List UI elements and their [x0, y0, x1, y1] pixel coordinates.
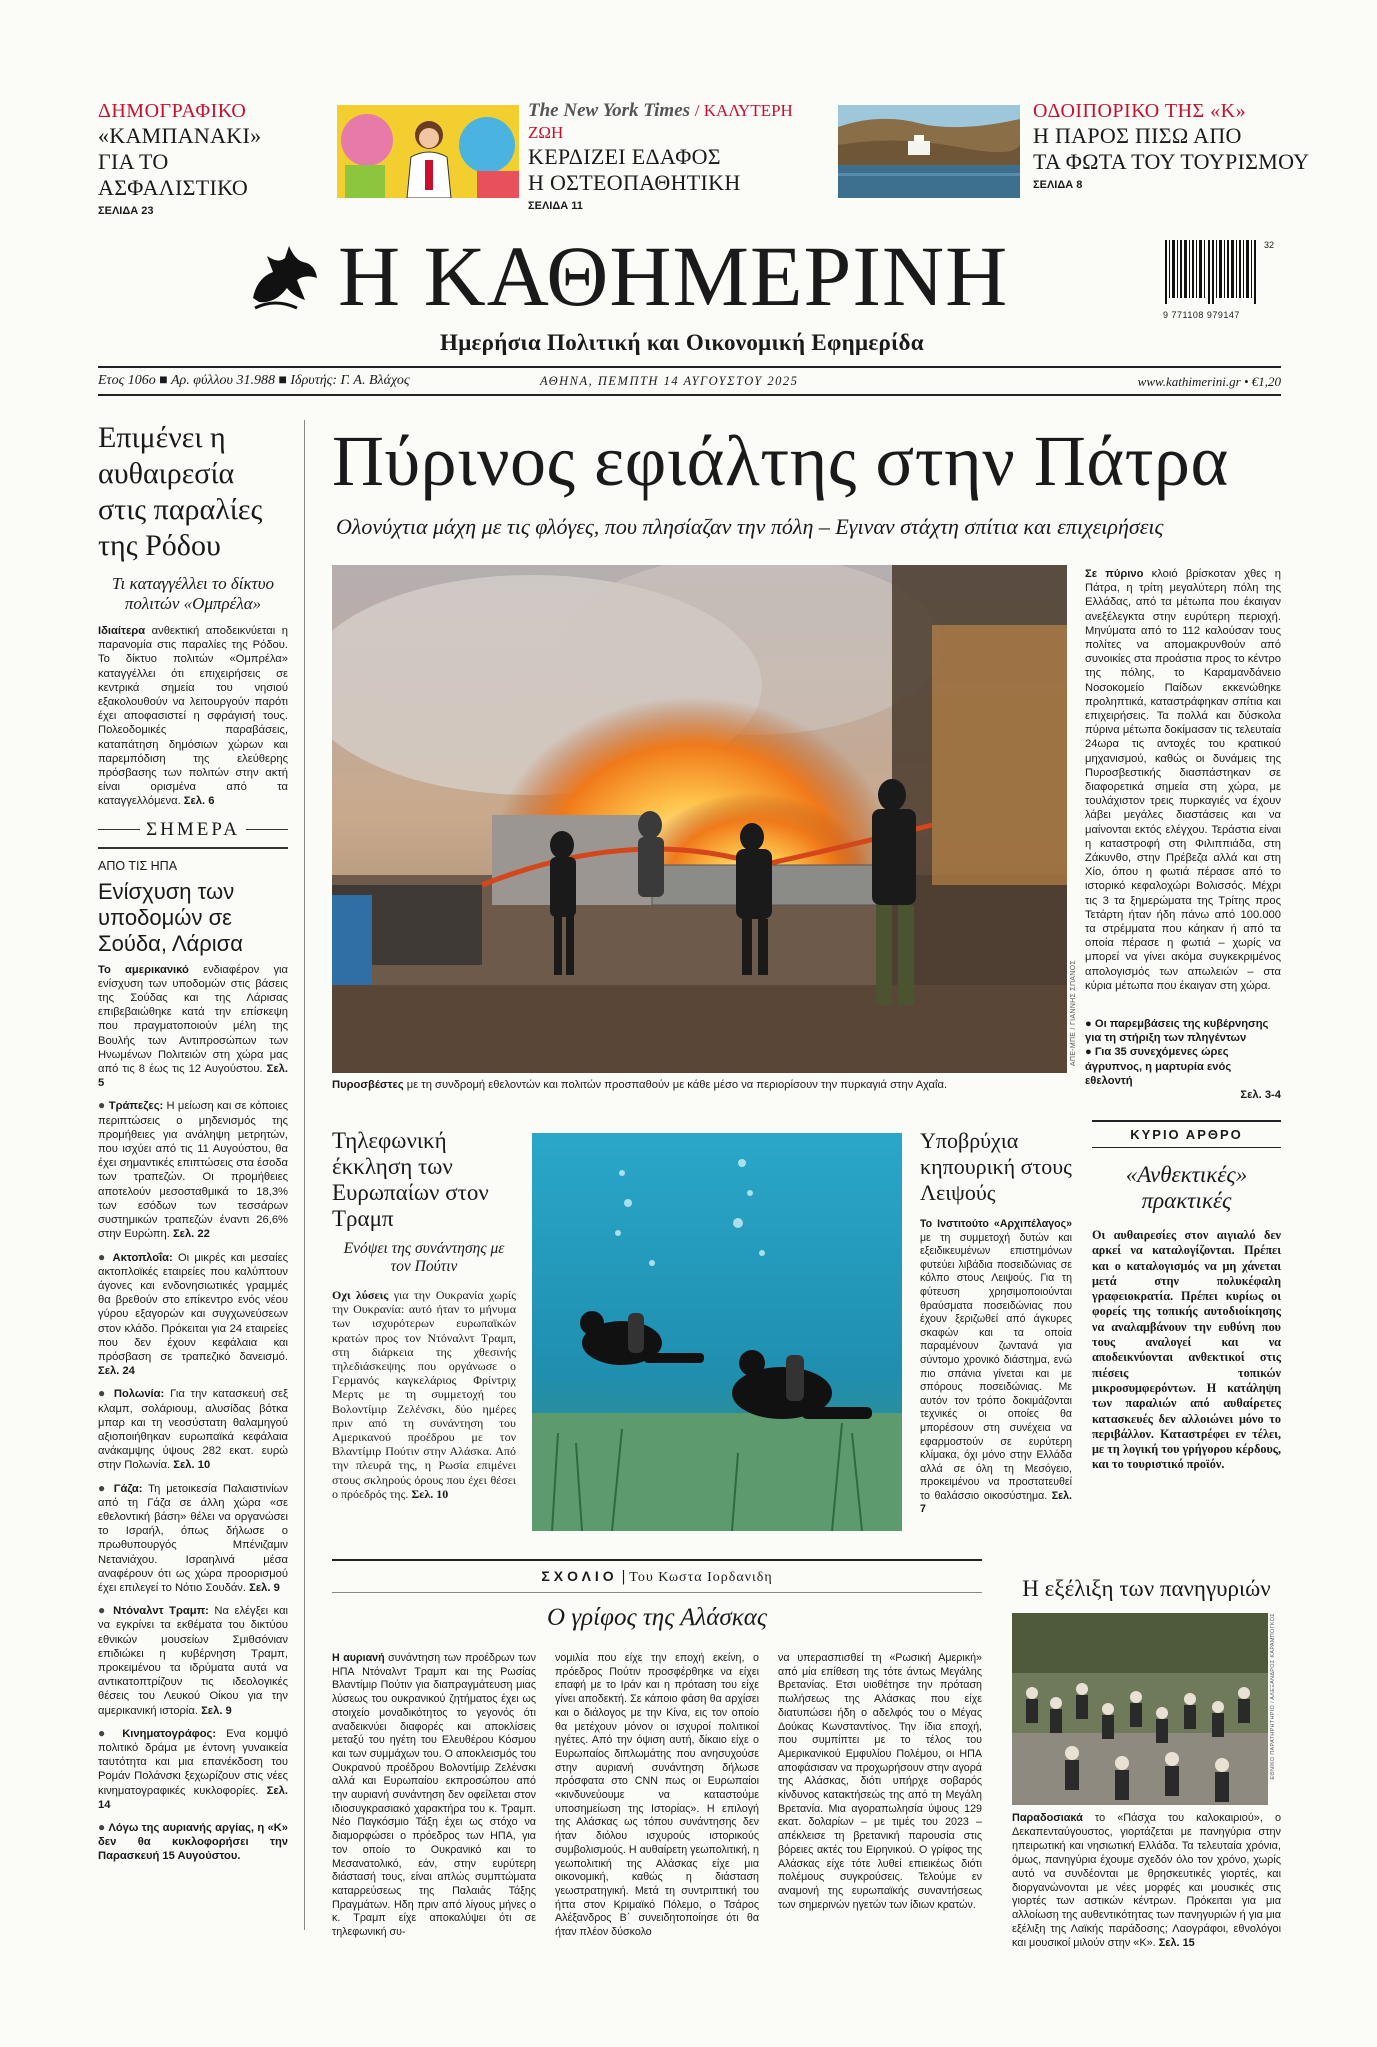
editorial-label: ΚΥΡΙΟ ΑΡΘΡΟ — [1092, 1122, 1281, 1148]
brief-text: Ενα κομψό πολιτικό δράμα με έντονη γυναικεία ταυτότητα και μια επανέκδοση του Ρομάν Πολάνσκι ξεχωρίζουν στις νέες κινηματογραφικές κυκλοφορίες. — [98, 1727, 288, 1797]
festival-body — [1012, 1812, 1281, 1951]
bullet-icon: ● — [1085, 1018, 1095, 1030]
festival-page-ref[interactable]: Σελ. 15 — [1158, 1937, 1195, 1950]
usa-headline[interactable]: Ενίσχυση των υποδομών σε Σούδα, Λάρισα — [98, 878, 243, 956]
trump-headline[interactable]: Τηλεφωνική έκκληση των Ευρωπαίων στον Τραμπ — [332, 1128, 489, 1231]
editorial-title[interactable]: «Ανθεκτικές» πρακτικές — [1125, 1162, 1248, 1213]
scholio-rule-top — [332, 1559, 982, 1561]
rhodes-body — [98, 624, 288, 809]
scholio-col-2 — [555, 1652, 759, 1940]
brief-text: Η μείωση και σε κόποιες περιπτώσεις ο μηδενισμός της προμήθειες για ανάληψη μετρητών, που ισχύει από τις 11 Αυγούστου, θα έχει σημαντικές επιπτώσεις στα έσοδα των τραπεζών. Οι προμήθειες αποτελούν μεσοσταθμικά το 18,3% των εσόδων των τεσσάρων συστημικών τραπεζών έναντι 26,6% στην Ευρώπη. — [98, 1100, 289, 1241]
left-column — [98, 420, 288, 1864]
bullet-icon: ● — [98, 1098, 106, 1113]
teaser-kicker — [528, 100, 818, 144]
griffin-icon — [245, 238, 321, 314]
simera-divider — [98, 819, 288, 841]
trump-story — [332, 1128, 516, 1501]
barcode-number: 9 771108 979147 — [1163, 310, 1240, 320]
fire-caption-text: με τη συνδρομή εθελοντών και πολιτών προσπαθούν με κάθε μέσο να περιορίσουν την πυρκαγιά στην Αχαΐα. — [406, 1079, 948, 1091]
brief-item — [98, 1481, 288, 1596]
usa-text: ενδιαφέρον για ενίσχυση των υποδομών στις βάσεις της Σούδας και της Λάρισας επιβεβαιώθηκε κατά την επίσκεψη που πραγματοποιούν μέλη της Βουλής των Αντιπροσώπων των Ηνωμένων Πολιτειών στη χώρα μας από τις 8 έως τις 12 Αυγούστου. — [98, 963, 289, 1076]
simera-label: ΣΗΜΕΡΑ — [146, 818, 240, 840]
brief-page-ref[interactable]: Σελ. 24 — [98, 1365, 135, 1378]
brief-item — [98, 1098, 288, 1241]
divers-photo — [532, 1133, 902, 1531]
main-page-ref[interactable]: Σελ. 3-4 — [1240, 1089, 1281, 1102]
scholio-col-3 — [778, 1652, 982, 1912]
barcode-issue: 32 — [1264, 240, 1275, 250]
bullet-icon: ● — [98, 1820, 106, 1835]
masthead-logo-icon — [245, 238, 321, 314]
teaser-osteopath[interactable] — [528, 100, 818, 212]
bullet-icon: ● — [98, 1603, 108, 1618]
scholio-col1-text: συνάντηση των προέδρων των ΗΠΑ Ντόναλντ Τραμπ και της Ρωσίας Βλαντίμιρ Πούτιν για διαπραγμάτευση μιας λύσεως του ουκρανικού ζητήματος έχει ως στοιχείο μοναδικότητος το γεγονός ότι αναδεικνύει διαφορές και αποκλίσεις μεταξύ του ηγέτη του Ελευθέρου Κόσμου και των συμμάχων του. Ο αποκλεισμός του Ουκρανού προέδρου Βολοντίμιρ Ζελένσκι αλλά και Ευρωπαίου εκπροσώπου από την αυριανή συνάντηση δεν οφείλεται στον ιδιοσυγκρασιακό χαρακτήρα του κ. Τραμπ. Νέο Παγκόσμιο Τάξη έχει ως στόχο να διαμορφώσει ο πρόεδρος των ΗΠΑ, για τον οποίο το Ουκρανικό και το Μεσανατολικό, εάν, στην ευρύτερη διάστασή τους, είναι απλώς συμπτώματα καταρρεύσεως της Παλαιάς Τάξης Πραγμάτων. Ηδη πριν από λίγους μήνες ο κ. Τραμπ είχε αποκαλύψει ότι σε τηλεφωνική συ- — [332, 1652, 536, 1939]
bullet-icon: ● — [98, 1386, 109, 1401]
bullet-icon: ● — [98, 1480, 108, 1495]
usa-body — [98, 963, 288, 1091]
subs-page-ref[interactable]: Σελ. 7 — [920, 1489, 1072, 1516]
masthead-subtitle: Ημερήσια Πολιτική και Οικονομική Εφημερίδα — [440, 330, 924, 355]
trump-deck: Ενόψει της συνάντησης με τον Πούτιν — [343, 1240, 505, 1275]
scholio-col-1 — [332, 1652, 536, 1940]
barcode-icon — [1163, 240, 1259, 304]
rhodes-deck: Τι καταγγέλλει το δίκτυο πολιτών «Ομπρέλα» — [111, 574, 275, 613]
brief-item — [98, 1726, 288, 1812]
subs-text: με τη συμμετοχή δυτών και εξειδικευμένων επιστημόνων φυτεύει λιβάδια ποσειδώνιας σε κόλπο στους Λειψούς. Για τη φύτευση χρησιμοποιούνται θραύσματα ποσειδώνιας που έχουν ξεριζωθεί από άγκυρες σκαφών και τα οποία παραμένουν ζωντανά για σύντομο χρονικό διάστημα, ενώ πιο σπάνια γίνεται και με σπόρους ποσειδώνιας. Με αυτόν τον τρόπο δοκιμάζονται τεχνικές οι οποίες θα μπορέσουν στη συνέχεια να εφαρμοστούν σε ευρύτερη κλίμακα, όχι μόνο στην Ελλάδα αλλά σε όλη τη Μεσόγειο, προκειμένου να προστατευθεί το θαλάσσιο οικοσύστημα. — [920, 1231, 1072, 1502]
usa-kicker: ΑΠΟ ΤΙΣ ΗΠΑ — [98, 858, 178, 873]
teaser-page: ΣΕΛΙΔΑ 23 — [98, 205, 154, 217]
brief-page-ref[interactable]: Σελ. 22 — [172, 1228, 210, 1241]
rhodes-headline[interactable]: Επιμένει η αυθαιρεσία στις παραλίες της Ρόδου — [98, 421, 263, 562]
teaser-title-line: ΤΑ ΦΩΤΑ ΤΟΥ ΤΟΥΡΙΣΜΟΥ — [1033, 149, 1310, 174]
osteopath-illustration — [337, 105, 519, 198]
scholio-title[interactable]: Ο γρίφος της Αλάσκας — [547, 1604, 767, 1631]
fire-caption — [332, 1078, 1067, 1092]
rhodes-lead: Ιδιαίτερα — [98, 625, 146, 637]
trump-lead: Οχι λύσεις — [332, 1288, 389, 1302]
main-body-text: κλοιό βρίσκοταν χθες η Πάτρα, η τρίτη μεγαλύτερη πόλη της Ελλάδας, από τα μέτωπα που έκαιγαν ανεξέλεγκτα στην ευρύτερη περιοχή. Μηνύματα από το 112 καλούσαν τους πολίτες να απομακρυνθούν από συνοικίες στα προάστια προς το κέντρο της πόλης, το Καραμανδάνειο Νοσοκομείο Παίδων εκκενώθηκε προληπτικά, καταστράφηκαν σπίτια και επιχειρήσεις. Τα πολλά και δύσκολα πύρινα μέτωπα δοκίμασαν τις τελευταία 24ωρα τις αντοχές του κρατικού μηχανισμού, καθώς οι δυνάμεις της Πυροσβεστικής διασπάστηκαν σε διαφορετικά σημεία στη χώρα, με τουλάχιστον τρεις πυρκαγιές να έχουν λάβει μεγάλες διαστάσεις και να μαίνονται εκτός ελέγχου. Τεράστια είναι η καταστροφή στη Φιλιππιάδα, στη Ζάκυνθο, στην Πρέβεζα αλλά και στη Χίο, όπου η φωτιά πέρασε από το ιστορικό κεφαλοχώρι Βολισσός. Μέχρι τις 3 τα ξημερώματα της Τρίτης προς Τετάρτη ήταν ήδη πάνω από 100.000 τα στρέμματα που κάηκαν ή από τα οποία πέρασε η φωτιά – χωρίς να μπορεί να γίνει ακόμα συγκεκριμένος απολογισμός των απωλειών – στα κύρια μέτωπα που έκαιγαν στη χώρα. — [1085, 568, 1282, 992]
subs-headline[interactable]: Υποβρύχια κηπουρική στους Λειψούς — [920, 1128, 1072, 1205]
teaser-title-line: «ΚΑΜΠΑΝΑΚΙ» — [98, 123, 262, 148]
brief-item — [98, 1250, 288, 1379]
teaser-photo-paros[interactable] — [838, 105, 1020, 198]
paros-photo — [838, 105, 1020, 198]
main-deck: Ολονύχτια μάχη με τις φλόγες, που πλησίαζαν την πόλη – Εγιναν στάχτη σπίτια και επιχειρήσεις — [336, 514, 1164, 539]
teaser-page: ΣΕΛΙΔΑ 8 — [1033, 179, 1083, 191]
teaser-paros[interactable] — [1033, 100, 1333, 191]
masthead-title: Η ΚΑΘΗΜΕΡΙΝΗ — [338, 228, 1009, 324]
brief-lead: Ντόναλντ Τραμπ: — [113, 1605, 209, 1618]
festival-lead: Παραδοσιακά — [1012, 1812, 1083, 1824]
brief-lead: Κινηματογράφος: — [122, 1727, 217, 1740]
fire-photo — [332, 565, 1067, 1073]
bullet-icon: ● — [98, 1249, 108, 1264]
brief-text: Να ελέγξει και να εγκρίνει τα εκθέματα του δικτύου εθνικών μουσείων Σμιθσόνιαν επιδιώκει η κυβέρνηση Τραμπ, προκειμένου τα ιδρύματα αυτά να αντικατοπτρίζουν τις ιδεολογικές θέσεις του Λευκού Οίκου για την αμερικανική ιστορία. — [98, 1605, 289, 1717]
masthead-info-right: www.kathimerini.gr • €1,20 — [1137, 374, 1281, 389]
masthead-info-left: Ετος 106ο ■ Αρ. φύλλου 31.988 ■ Ιδρυτής: Γ. Α. Βλάχος — [98, 373, 410, 388]
festival-photo-credit: ΕΘΝΙΚΟ ΠΑΡΑΤΗΡΗΤΗΡΙΟ / ΑΛΕΞΑΝΔΡΟΣ ΚΑΡΑΜΠΟΓΚΟΣ — [1270, 1613, 1276, 1780]
fire-photo-credit: ΑΠΕ-ΜΠΕ / ΓΙΑΝΝΗΣ ΣΠΑΝΟΣ — [1070, 960, 1077, 1067]
brief-lead: Ακτοπλοΐα: — [112, 1251, 173, 1264]
usa-lead: Το αμερικανικό — [98, 963, 189, 976]
scholio-lead: Η αυριανή — [332, 1652, 385, 1664]
trump-page-ref[interactable]: Σελ. 10 — [411, 1486, 449, 1501]
main-body — [1085, 567, 1281, 993]
masthead-barcode — [1163, 240, 1259, 318]
brief-lead: Πολωνία: — [113, 1388, 165, 1401]
scholio-col2-text: νομιλία που είχε την εποχή εκείνη, ο πρόεδρος Πούτιν προσφέρθηκε να είχει επαφή με το Ιράν και η πρόταση του είχε γίνει αποδεκτή. Σε κάποιο φάση θα αρχίσει και ο διάλογος με την Κίνα, εις τον οποίο θα μετέχουν μόνον οι ισχυροί πολιτικοί ηγέτες. Από την όψιση αυτή, δίκαιο είχε ο Ευρωπαίος διπλωμάτης που ανησυχούσε στην αυριανή συνάντηση δήλωσε πρόσφατα στο CNN πως οι Ευρωπαίοι «κινδυνεύουμε να καταστούμε υποσημείωση της Ιστορίας». Η επιλογή της Αλάσκας ως τόπου συνάντησης δεν ήταν διόλου ισχυρούς ιστορικούς συμβολισμούς. Η αυθαίρετη γεωπολιτική, η γεωπολιτική της Αλάσκας είχε μια οικονομική, καθώς η διάσταση γεωστρατηγική. Μετά τη συντριπτική του ήττα στον Κριμαϊκό Πόλεμο, ο Τσάρος Αλέξανδρος Β΄ συνειδητοποίησε ότι θα ήταν πλέον δύσκολο — [555, 1652, 759, 1939]
brief-lead: Γάζα: — [113, 1482, 143, 1495]
teaser-illustration-osteopath[interactable] — [337, 105, 519, 198]
masthead-rule-top — [98, 366, 1281, 368]
masthead-date: ΑΘΗΝΑ, ΠΕΜΠΤΗ 14 ΑΥΓΟΥΣΤΟΥ 2025 — [540, 374, 799, 388]
bullet-icon: ● — [98, 1725, 113, 1740]
main-bullets — [1085, 1017, 1281, 1102]
notice-item — [98, 1820, 288, 1864]
nyt-logo: The New York Times — [528, 100, 691, 121]
subs-photo-divers[interactable] — [532, 1133, 902, 1531]
left-column-divider — [304, 420, 305, 1930]
brief-page-ref[interactable]: Σελ. 9 — [201, 1704, 232, 1717]
scholio-header — [332, 1568, 982, 1586]
trump-text: για την Ουκρανία χωρίς την Ουκρανία: αυτό ήταν το μήνυμα των ισχυρότερων ευρωπαϊκών κρατών προς τον Ντόναλντ Τραμπ, στη διάρκεια της χθεσινής τηλεδιάσκεψης που οργάνωσε ο Γερμανός καγκελάριος Φρίντριχ Μερτς με τη συμμετοχή του Βολοντίμιρ Ζελένσκι, δύο ημέρες πριν από τη συνάντηση του Αμερικανού προέδρου με τον Βλαντίμιρ Πούτιν στην Αλάσκα. Από την πλευρά της, η Ρωσία επιμένει στους σκληρούς όρους που έχει θέσει ο πρόεδρός της. — [332, 1288, 516, 1501]
brief-text: Τη μετοικεσία Παλαιστινίων από τη Γάζα σε άλλη χώρα «σε εθελοντική βάση» θέλει να οργανώσει το Ισραήλ, όπως δήλωσε ο πρωθυπουργός Μπένιζαμιν Νετανιάχου. Ισραηλινά μέσα αναφέρουν ότι ως χώρα προορισμού έχει επιλεγεί το Νότιο Σουδάν. — [98, 1482, 289, 1594]
teaser-title-line: Η ΟΣΤΕΟΠΑΘΗΤΙΚΗ — [528, 170, 741, 195]
main-headline[interactable]: Πύρινος εφιάλτης στην Πάτρα — [332, 421, 1229, 501]
teaser-kicker: ΟΔΟΙΠΟΡΙΚΟ ΤΗΣ «Κ» — [1033, 100, 1247, 122]
subs-lead: Το Ινστιτούτο «Αρχιπέλαγος» — [920, 1218, 1072, 1230]
rhodes-text: ανθεκτική αποδεικνύεται η παρανομία στις παραλίες της Ρόδου. Το δίκτυο πολιτών «Ομπρέλα» καταγγέλλει ότι επιχειρήσεις σε κεντρικά σημεία του νησιού εξακολουθούν να λειτουργούν παρότι έχει αποφασιστεί η σφράγισή τους. Πολεοδομικές παραβάσεις, καταπάτηση δημόσιων χώρων και παρεμπόδιση της ελεύθερης πρόσβασης των πολιτών στην ακτή είναι ορισμένα από τα καταγγελλόμενα. — [98, 625, 288, 808]
scholio-author: Του Κωστα Ιορδανιδη — [629, 1570, 773, 1585]
main-body-lead: Σε πύρινο — [1085, 568, 1144, 580]
trump-body — [332, 1288, 516, 1501]
festival-headline[interactable]: Η εξέλιξη των πανηγυριών — [1022, 1576, 1271, 1601]
teaser-title-line: ΚΕΡΔΙΖΕΙ ΕΔΑΦΟΣ — [528, 144, 721, 169]
scholio-rule-mid — [332, 1592, 982, 1593]
rhodes-page-ref[interactable]: Σελ. 6 — [183, 795, 215, 808]
teaser-section: / ΚΑΛΥΤΕΡΗ ΖΩΗ — [528, 101, 793, 142]
teaser-title-line: Η ΠΑΡΟΣ ΠΙΣΩ ΑΠΟ — [1033, 123, 1242, 148]
teaser-title-line: ΓΙΑ ΤΟ ΑΣΦΑΛΙΣΤΙΚΟ — [98, 149, 249, 200]
scholio-col3-text: να υπερασπισθεί τη «Ρωσική Αμερική» από μία επίθεση της τότε άντως Μεγάλης Βρετανίας. Ετσι υιοθέτησε την πρόταση πωλήσεως της Αλάσκας που είχε διατυπώσει ήδη ο αδελφός του ο Μέγας Δούκας Κωνσταντίνος. Την ίδια εποχή, που συμπίπτει με το τέλος του Αμερικανικού Εμφυλίου Πολέμου, οι ΗΠΑ αποφάσισαν να προχωρήσουν στην αγορά της Αλάσκας, διότι υπήρχε σοβαρός κίνδυνος κατακτήσεώς της από τη Μεγάλη Βρετανία. Μια αγοραπωλησία ύψους 129 εκατ. δολαρίων – με τιμές του 2023 – απέκλεισε τη βρετανική παρουσία στις βόρειες ακτές του Ειρηνικού. Ο γρίφος της Αλάσκας είχε τότε λυθεί επιεικέως διότι πολέμους συγκρούσεις. Τελούμε εν αναμονή της ευρωπαϊκής συναντήσεως των σημερινών ηγετών των ίδιων κρατών. — [778, 1652, 982, 1911]
subs-body — [920, 1218, 1072, 1517]
main-bullet: ● Για 35 συνεχόμενες ώρες άγρυπνος, η μαρτυρία ενός εθελοντή — [1085, 1046, 1232, 1087]
bullet-icon: ● — [1085, 1046, 1095, 1059]
brief-item — [98, 1603, 288, 1718]
brief-page-ref[interactable]: Σελ. 10 — [173, 1459, 211, 1472]
usa-page-ref[interactable]: Σελ. 5 — [98, 1063, 289, 1090]
brief-text: Για την κατασκευή σεξ κλαμπ, σολάριουμ, αλυσίδας βότκα μπαρ και τη νεοσύστατη θαλαμηγού αξιοποιήθηκαν ευρωπαϊκά κεφάλαια ανάκαμψης ύψους 282 εκατ. ευρώ στην Πολωνία. — [98, 1388, 289, 1472]
festival-photo-image — [1012, 1613, 1268, 1805]
brief-page-ref[interactable]: Σελ. 9 — [249, 1581, 280, 1594]
main-bullet: ● Οι παρεμβάσεις της κυβέρνησης για τη στήριξη των πληγέντων — [1085, 1018, 1269, 1045]
brief-page-ref[interactable]: Σελ. 14 — [98, 1784, 288, 1811]
editorial-box — [1092, 1120, 1281, 1473]
scholio-separator: | — [621, 1568, 626, 1585]
masthead-rule-bottom — [98, 394, 1281, 396]
festival-photo[interactable] — [1012, 1613, 1268, 1805]
festival-text: το «Πάσχα του καλοκαιριού», ο Δεκαπενταύγουστος, γιορτάζεται με πανηγύρια στην ηπειρωτική και νησιωτική Ελλάδα. Τα τελευταία χρόνια, όμως, πανηγύρια έχουμε σχεδόν όλο τον χρόνο, χωρίς αυτό να συνδέονται με θρησκευτικές γιορτές, και διοργανώνονται με νέες μορφές και μουσικές στις γιορτές των αστικών κέντρων. Πρόκειται για μια αλλοίωση της αυθεντικότητας των πανηγυριών ή για μια εξέλιξη της Λαϊκής παράδοσης; Λαογράφοι, εθνολόγοι και μουσικοί μιλούν στην «Κ». — [1012, 1812, 1282, 1950]
teaser-page: ΣΕΛΙΔΑ 11 — [528, 200, 583, 212]
subs-story — [920, 1128, 1072, 1517]
scholio-label: ΣΧΟΛΙΟ — [541, 1568, 618, 1584]
notice-text: Λόγω της αυριανής αργίας, η «Κ» δεν θα κυκλοφορήσει την Παρασκευή 15 Αυγούστου. — [98, 1822, 288, 1863]
editorial-body: Οι αυθαιρεσίες στον αιγιαλό δεν αρκεί να καταλογίζονται. Πρέπει και ο καταλογισμός να μη χάνεται μετά στην πολυκέφαλη γραφειοκρατία. Πρέπει κυρίως οι φορείς της τοπικής αυτοδιοίκησης να αναλαμβάνουν την ευθύνη που τους αναλογεί και να αποδεικνύονται ανθεκτικοί στις πιέσεις τοπικών μικροσυμφερόντων. Η κατάληψη των παραλιών από αυθαίρετες κατασκευές δεν αλλοιώνει μόνο το περιβάλλον. Καταστρέφει εν τέλει, με τη λογική του γρήγορου κέρδους, και το τουριστικό προϊόν. — [1092, 1228, 1281, 1472]
brief-lead: Τράπεζες: — [108, 1100, 164, 1113]
brief-text: Οι μικρές και μεσαίες ακτοπλοϊκές εταιρείες που καλύπτουν άγονες και ενδονησιωτικές γραμμές θα βρεθούν στο επίκεντρο ενός νέου γύρου εξαγορών και συγχωνεύσεων στον κλάδο. Πρόκειται για 24 εταιρείες που δεν έχουν κεφάλαια και πρόσβαση σε τραπεζικό δανεισμό. — [98, 1251, 289, 1363]
main-photo-fire[interactable] — [332, 565, 1067, 1073]
teaser-kicker: ΔΗΜΟΓΡΑΦΙΚΟ — [98, 100, 247, 122]
fire-caption-lead: Πυροσβέστες — [332, 1079, 404, 1091]
teaser-demographic[interactable] — [98, 100, 318, 217]
brief-item — [98, 1386, 288, 1472]
